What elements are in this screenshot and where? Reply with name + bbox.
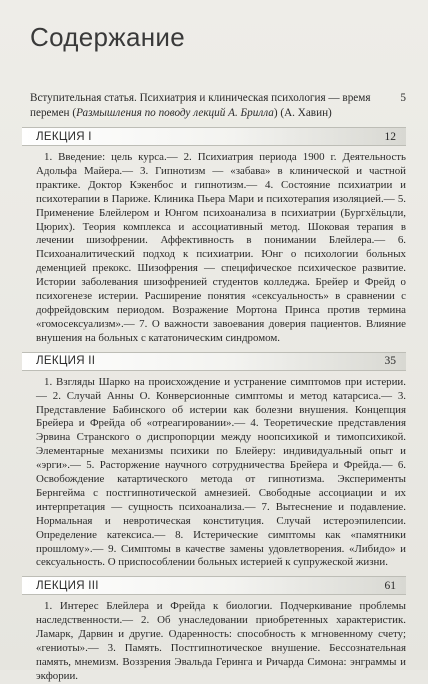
intro-italic-title: Размышления по поводу лекций А. Брилла — [76, 107, 274, 119]
lecture-2-summary: 1. Взгляды Шарко на происхождение и устранение симптомов при истерии.— 2. Случай Анны О. Конверсионные симптомы и метод катарсиса.— 3. Представление Бабинского об истерии как болезни внушения. Концепция Брейера и Фрейда об «отреагировании».— 4. Теоретические представления Эрвина Странского о диспропорции между ноопсихикой и тимопсихикой. Элементарные механизмы психики по Блейеру: индивидуальный опыт и «эрги».— 5. Расторжение научного сотрудничества Брейера и Фрейда.— 6. Освобождение катартического метода от гипнотизма. Эксперименты Бернгейма с постгипнотической амнезией. Свободные ассоциации и их интерпретация — сущность психоанализа.— 7. Вытеснение и подавление. Нормальная и невротическая конституция. Случай истероэпилепсии. Определение катексиса.— 8. Истерические симптомы как «памятники прошлому».— 9. Симптомы в качестве замены удовлетворения. «Либидо» и сексуальность. О приспособлении больных истерией к супружеской жизни. — [36, 375, 406, 569]
intro-title: Вступительная статья. Психиатрия и клиническая психология — время перемен ( — [30, 92, 371, 119]
lecture-2-title: ЛЕКЦИЯ II — [36, 355, 96, 368]
lecture-3-summary: 1. Интерес Блейлера и Фрейда к биологии. Подчеркивание проблемы наследственности.— 2. Об унаследовании приобретенных характеристик. Ламарк, Дарвин и другие. Одаренность: способность к мгновенному счету; «гениоты».— 3. Память. Постгипнотическое внушение. Бессознательная память, мнемизм. Воззрения Эвальда Геринга и Ричарда Симона: энграммы и экфории. — [36, 600, 406, 682]
lecture-2 — [22, 352, 406, 571]
lecture-1-summary: 1. Введение: цель курса.— 2. Психиатрия периода 1900 г. Деятельность Адольфа Майера.— 3. Гипнотизм — «забава» в клинической и частной практике. Доктор Кэкенбос и гипнотизм.— 4. Состояние психиатрии и психотерапии в Париже. Клиника Пьера Мари и психотерапия изоляцией.— 5. Применение Блейлером и Юнгом психоанализа в психиатрии (Бургхёльцли, Цюрих). Теория комплекса и ассоциативный метод. Шоковая терапия в лечении шизофрении. Аффективность в понимании Блейлера.— 6. Психоаналитический подход к психиатрии. Юнг о психологии больных деменцией прекокс. Шизофрения — специфическое психическое развитие. Истории заболевания шизофренией студентов колледжа. Брейер и Фрейд о психогенезе истерии. Расширение понятия «сексуальность» в сравнении с дофрейдовским периодом. Возражение Мортона Принса против термина «гомосексуализм».— 7. О важности завоевания доверия пациентов. Влияние внушения на больных с кататоническим синдромом. — [36, 151, 406, 344]
intro-page-number: 5 — [400, 92, 406, 104]
lecture-1 — [22, 127, 406, 346]
lecture-1-header[interactable] — [22, 127, 406, 146]
lecture-2-header[interactable] — [22, 352, 406, 371]
intro-entry[interactable] — [30, 91, 406, 121]
intro-author: ) (А. Хавин) — [273, 107, 332, 119]
lecture-1-page-number: 12 — [384, 130, 396, 143]
lecture-3 — [22, 576, 406, 683]
lecture-3-title: ЛЕКЦИЯ III — [36, 579, 99, 592]
lecture-2-page-number: 35 — [384, 355, 396, 368]
lecture-3-header[interactable] — [22, 576, 406, 595]
page-title: Содержание — [30, 22, 185, 52]
lecture-1-title: ЛЕКЦИЯ I — [36, 130, 92, 143]
lecture-3-page-number: 61 — [384, 579, 396, 592]
